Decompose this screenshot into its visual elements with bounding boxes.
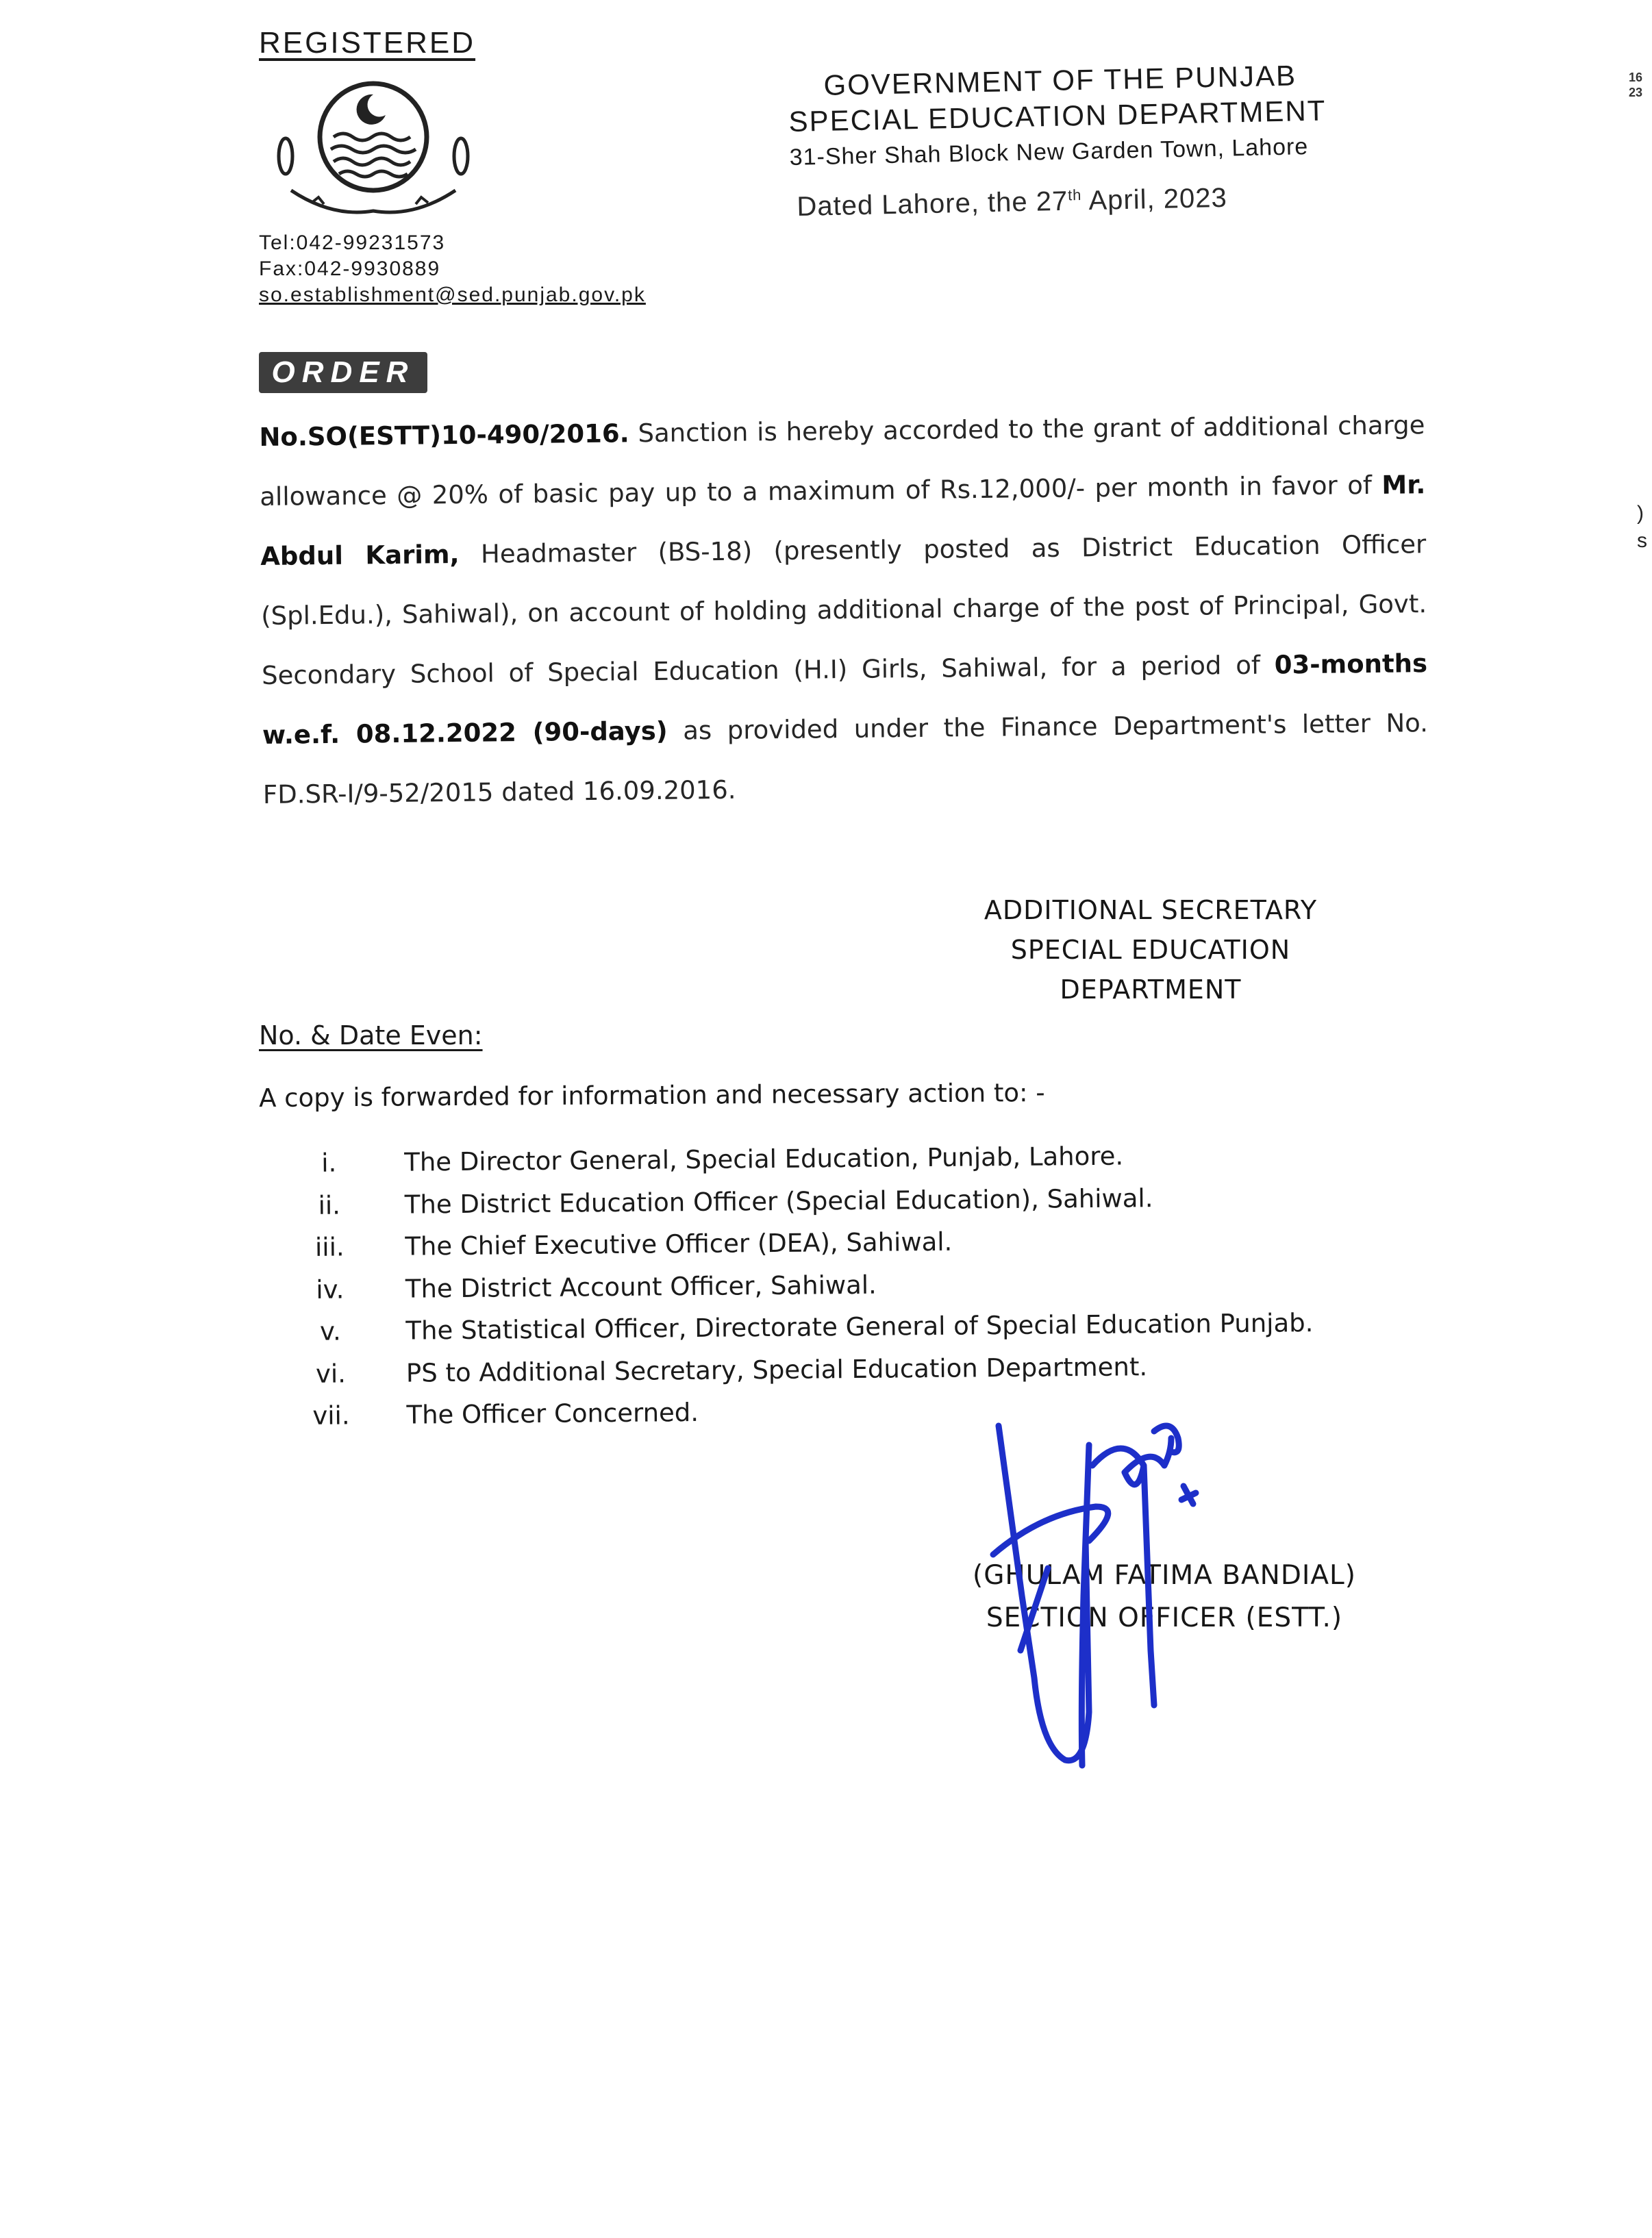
- date-suffix: April, 2023: [1081, 182, 1228, 216]
- list-number: vi.: [315, 1359, 347, 1389]
- authority-block: [911, 890, 1390, 1009]
- order-text-3: as provided under the Finance Department's letter No. FD.SR-I/9-52/2015 dated 16.09.2016.: [262, 708, 1429, 809]
- beneficiary-name: Mr. Abdul Karim,: [260, 470, 1426, 571]
- list-text: The District Education Officer (Special Education), Sahiwal.: [404, 1183, 1153, 1220]
- list-text: PS to Additional Secretary, Special Education Department.: [405, 1351, 1148, 1388]
- list-number: vii.: [312, 1400, 350, 1431]
- margin-number-1: 16: [1629, 71, 1643, 84]
- order-text-2: Headmaster (BS-18) (presently posted as District Education Officer (Spl.Edu.), Sahiwal), on account of holding additional charge of the post of Principal, Govt. Secondary School of Special Education (H.I) Girls, Sahiwal, for a period of: [260, 529, 1427, 690]
- authority-line-2: SPECIAL EDUCATION: [1010, 935, 1291, 965]
- email-link[interactable]: so.establishment@sed.punjab.gov.pk: [259, 284, 646, 306]
- list-text: The Statistical Officer, Directorate General of Special Education Punjab.: [405, 1308, 1314, 1346]
- date-line: [797, 183, 1227, 223]
- list-number: iv.: [316, 1274, 345, 1305]
- authority-line-1: ADDITIONAL SECRETARY: [984, 895, 1318, 925]
- fax: Fax:042-9930889: [259, 257, 441, 280]
- list-number: iii.: [314, 1232, 345, 1263]
- list-number: v.: [319, 1316, 341, 1347]
- signatory-title: SECTION OFFICER (ESTT.): [986, 1602, 1343, 1633]
- margin-number-2: 23: [1629, 86, 1643, 99]
- recipient-list: [301, 1132, 1468, 1437]
- signatory-name: (GHULAM FATIMA BANDIAL): [973, 1560, 1356, 1591]
- list-text: The Chief Executive Officer (DEA), Sahiwal.: [405, 1227, 953, 1261]
- list-text: The Director General, Special Education, Punjab, Lahore.: [404, 1141, 1124, 1177]
- margin-fragments: [1637, 500, 1647, 555]
- list-number: i.: [321, 1148, 337, 1178]
- list-number: ii.: [318, 1190, 341, 1220]
- list-text: The Officer Concerned.: [406, 1398, 699, 1430]
- charge-period: 03-months w.e.f. 08.12.2022 (90-days): [262, 649, 1428, 750]
- margin-fragment-2: s: [1637, 529, 1647, 552]
- reference-heading: No. & Date Even:: [259, 1020, 483, 1051]
- contact-info: [259, 230, 646, 308]
- margin-mark: [1629, 70, 1642, 100]
- authority-line-3: DEPARTMENT: [1060, 975, 1242, 1005]
- order-paragraph: [259, 395, 1429, 825]
- punjab-government-emblem: [271, 74, 476, 226]
- margin-fragment-1: ): [1637, 502, 1644, 525]
- department-address: 31-Sher Shah Block New Garden Town, Lahore: [789, 134, 1309, 171]
- date-ordinal: th: [1067, 186, 1082, 204]
- department-title: SPECIAL EDUCATION DEPARTMENT: [788, 94, 1327, 138]
- list-text: The District Account Officer, Sahiwal.: [405, 1270, 877, 1304]
- order-text-1: Sanction is hereby accorded to the grant of additional charge allowance @ 20% of basic pay up to a maximum of Rs.12,000/- per month in favor of: [260, 410, 1425, 512]
- handwritten-signature: [945, 1390, 1233, 1781]
- registered-label: REGISTERED: [259, 26, 476, 60]
- date-prefix: Dated Lahore, the 27: [797, 186, 1068, 222]
- telephone: Tel:042-99231573: [259, 231, 446, 254]
- order-badge: ORDER: [259, 352, 427, 393]
- copy-intro: A copy is forwarded for information and necessary action to: -: [259, 1077, 1045, 1113]
- order-number: No.SO(ESTT)10-490/2016.: [259, 418, 629, 452]
- gov-title: GOVERNMENT OF THE PUNJAB: [823, 59, 1297, 101]
- department-header: [788, 56, 1379, 175]
